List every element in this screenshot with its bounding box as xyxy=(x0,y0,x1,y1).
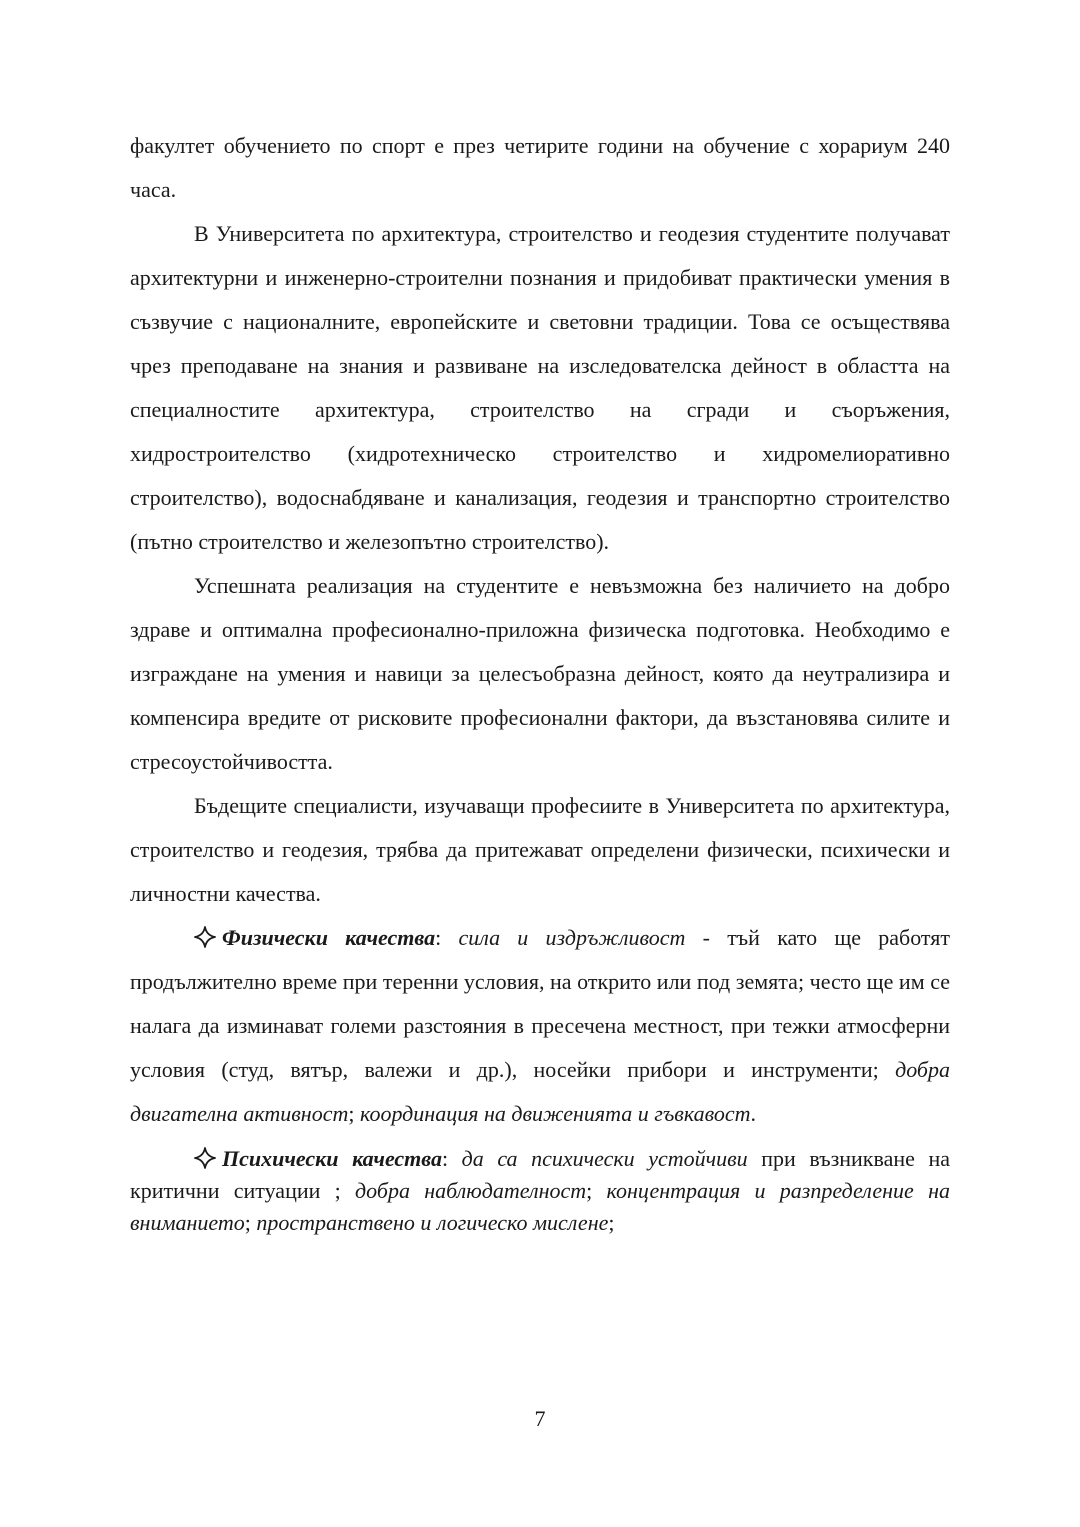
paragraph-realization: Успешната реализация на студентите е невъзможна без наличието на добро здраве и оптимална професионално-приложна физическа подготовка. Необходимо е изграждане на умения и навици за целесъобразна дейност, която да неутрализира и компенсира вредите от рисковите професионални фактори, да възстановява силите и стресоустойчивостта. xyxy=(130,573,950,774)
psychic-text: при възникване на критични ситуации ; xyxy=(130,1146,950,1203)
paragraph-university: В Университета по архитектура, строителство и геодезия студентите получават архитектурни и инженерно-строителни познания и придобиват практически умения в съзвучие с националните, европейските и световни традиции. Това се осъществява чрез преподаване на знания и развиване на изследователска дейност в областта на специалностите архитектура, строителство на сгради и съоръжения, хидростроителство (хидротехническо строителство и хидромелиоративно строителство), водоснабдяване и канализация, геодезия и транспортно строителство (пътно строителство и железопътно строителство). xyxy=(130,221,950,554)
four-point-star-icon xyxy=(194,1147,216,1169)
page-number: 7 xyxy=(534,1406,546,1431)
paragraph-continuation: факултет обучението по спорт е през четирите години на обучение с хорариум 240 часа. xyxy=(130,133,950,202)
psychic-stable: да са психически устойчиви xyxy=(461,1146,748,1171)
psychic-thinking: пространствено и логическо мислене xyxy=(256,1210,609,1235)
psychic-end: ; xyxy=(608,1210,615,1235)
physical-sep: : xyxy=(435,925,459,950)
psychic-observation: добра наблюдателност xyxy=(355,1178,587,1203)
physical-sep-2: ; xyxy=(348,1101,361,1126)
body-text xyxy=(130,124,950,1239)
physical-strength: сила и издръжливост xyxy=(458,925,686,950)
psychic-sep-2: ; xyxy=(586,1178,607,1203)
physical-text: - тъй като ще работят продължително време при теренни условия, на открито или под земята; често ще им се налага да изминават големи разстояния в пресечена местност, при тежки атмосферни условия (студ, вятър, валежи и др.), носейки прибори и инструменти; xyxy=(130,925,950,1082)
physical-coordination: координация на движенията и гъвкавост xyxy=(360,1101,751,1126)
physical-end: . xyxy=(750,1101,756,1126)
physical-heading: Физически качества xyxy=(222,925,436,950)
physical-activity: добра двигателна активност xyxy=(130,1057,950,1126)
psychic-heading: Психически качества xyxy=(222,1146,442,1171)
paragraph-future-specialists: Бъдещите специалисти, изучаващи професиите в Университета по архитектура, строителство и геодезия, трябва да притежават определени физически, психически и личностни качества. xyxy=(130,793,950,906)
psychic-sep: : xyxy=(441,1146,462,1171)
four-point-star-icon xyxy=(194,926,216,948)
psychic-sep-3: ; xyxy=(244,1210,257,1235)
bullet-psychic-qualities xyxy=(130,1143,950,1239)
bullet-physical-qualities xyxy=(130,916,950,1136)
psychic-concentration: концентрация и разпределение на вниманието xyxy=(130,1178,950,1235)
